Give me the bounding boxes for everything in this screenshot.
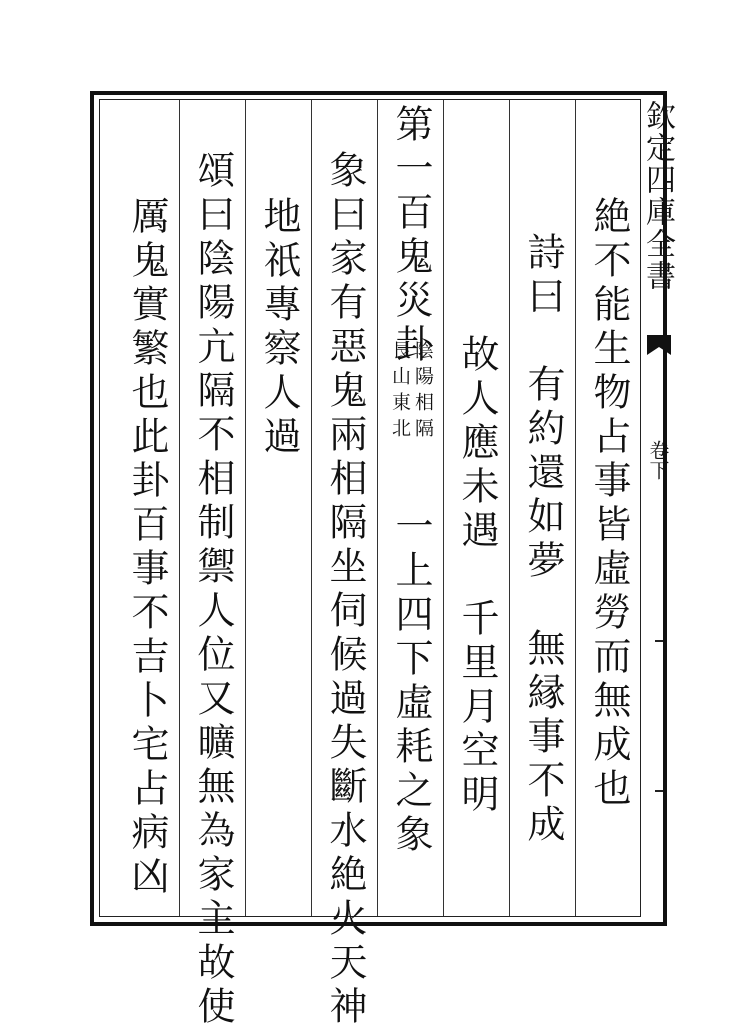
text-column-1: 絶不能生物占事皆虛勞而無成也 [587, 196, 631, 812]
margin-book-title: 欽定四庫全書 [640, 100, 675, 292]
fish-tail-mark-icon [647, 335, 671, 355]
column-rule [245, 100, 246, 916]
hexagram-note-1: 陰陽相隔 [412, 340, 434, 444]
margin-volume: 卷下 [646, 440, 670, 480]
hexagram-note-2: 艮山東北 [389, 340, 411, 444]
text-column-6: 地祇專察人過 [257, 196, 301, 460]
column-rule [179, 100, 180, 916]
column-rule [509, 100, 510, 916]
text-column-7: 頌曰陰陽亢隔不相制禦人位又曠無為家主故使 [191, 150, 235, 1030]
text-column-5: 象曰家有惡鬼兩相隔坐伺候過失斷水絶火天神 [323, 150, 367, 1030]
text-column-8: 厲鬼實繁也此卦百事不吉卜宅占病凶 [125, 196, 169, 900]
column-rule [377, 100, 378, 916]
margin-tick [655, 640, 663, 646]
text-column-2: 詩曰 有約還如夢 無縁事不成 [521, 232, 565, 848]
column-rule [311, 100, 312, 916]
column-rule [575, 100, 576, 916]
chapter-heading: 第一百鬼災卦 [389, 104, 433, 368]
column-rule [443, 100, 444, 916]
hexagram-description: 一上四下虛耗之象 [389, 506, 433, 858]
margin-tick [655, 790, 663, 796]
text-column-3: 故人應未遇 千里月空明 [455, 334, 499, 818]
